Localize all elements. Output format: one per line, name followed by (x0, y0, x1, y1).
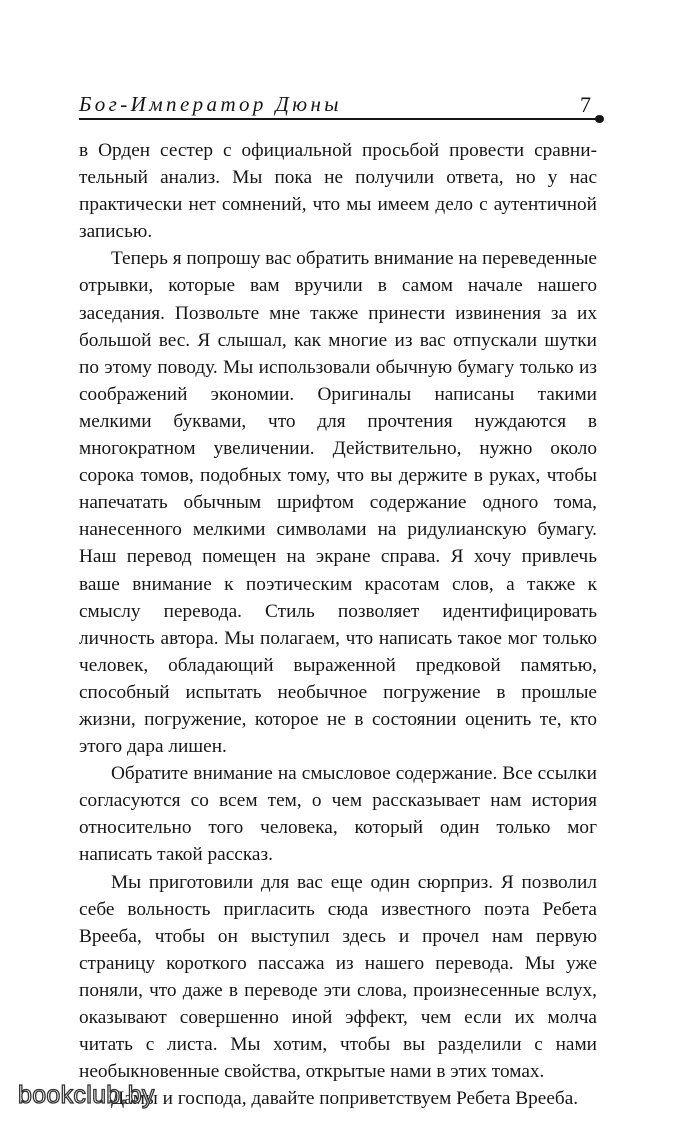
paragraph-5: Дамы и господа, давайте поприветствуем Ребета Вреебa. (111, 1088, 579, 1110)
watermark: bookclub.by (18, 1081, 155, 1109)
header-rule (79, 118, 599, 120)
paragraph-4: Мы приготовили для вас еще один сюрприз. Я позволил себе вольность пригласить сюда известного поэта Ребета Вреебa, чтобы он выступил здесь и прочел нам первую страницу короткого пассажа из нашего перевода. Мы уже поняли, что даже в переводе эти слова, произнесенные вслух, оказывают совершенно иной эффект, чем если их молча читать с листа. Мы хотим, чтобы вы разделили с нами необыкновенные свойства, открытые нами в этих томах. (79, 871, 597, 1083)
body-text (79, 137, 597, 1112)
header-rule-end (595, 115, 604, 123)
running-title: Бог-Император Дюны (79, 92, 342, 116)
page-number: 7 (580, 92, 591, 117)
page-header (79, 88, 607, 124)
paragraph-3: Обратите внимание на смысловое содержание. Все ссылки согласуются со всем тем, о чем рассказывает нам история относительно того человека, который один только мог написать такой рассказ. (79, 763, 597, 866)
paragraph-2: Теперь я попрошу вас обратить внимание на переведенные отрывки, которые вам вручили в самом начале нашего заседания. Позвольте мне также принести извинения за их большой вес. Я слышал, как многие из вас отпускали шутки по этому поводу. Мы использовали обычную бумагу только из соображений экономии. Оригиналы написаны такими мелкими буквами, что для прочтения нуждаются в многократном увеличении. Действительно, нужно около сорока томов, подобных тому, что вы держите в руках, чтобы напечатать обычным шрифтом содержание одного тома, нанесенного мелкими символами на ридулианскую бумагу. Наш перевод помещен на экране справа. Я хочу привлечь ваше внимание к поэтическим красотам слов, а также к смыслу перевода. Стиль позволяет идентифицировать личность автора. Мы полагаем, что написать такое мог только человек, обладающий выраженной предковой памятью, способный испытать необычное погружение в прошлые жизни, погружение, которое не в состоянии оценить те, кто этого дара лишен. (79, 248, 597, 758)
paragraph-1: в Орден сестер с официальной просьбой провести сравнительный анализ. Мы пока не получили ответа, но у нас практически нет сомнений, что мы имеем дело с аутентичной записью. (79, 140, 597, 243)
